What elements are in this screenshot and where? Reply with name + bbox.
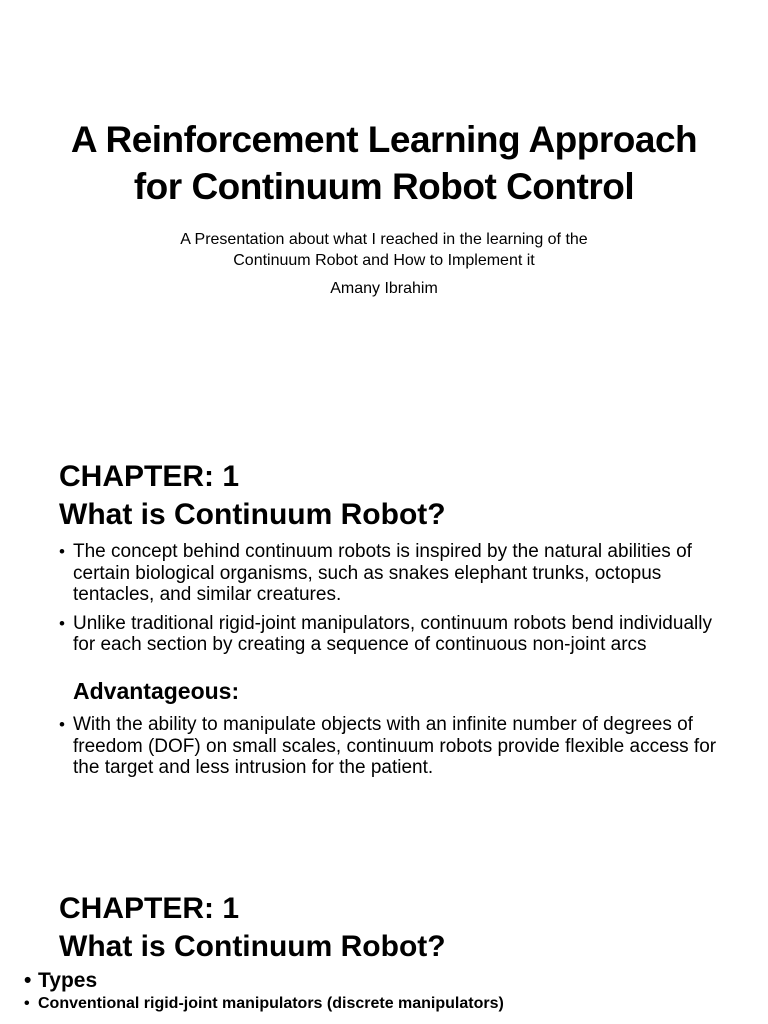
presentation-subtitle — [120, 229, 648, 271]
chapter-1-types-slide — [0, 864, 768, 1024]
advantage-bullet-list — [59, 714, 729, 786]
types-bullet-list — [24, 968, 744, 1013]
chapter-label: CHAPTER: 1 — [59, 460, 240, 493]
slide-heading: What is Continuum Robot? — [59, 498, 446, 531]
types-item: • Conventional rigid-joint manipulators (discrete manipulators) — [24, 995, 744, 1013]
title-slide — [0, 0, 768, 432]
bullet-item: • With the ability to manipulate objects with an infinite number of degrees of freedom (DOF) on small scales, continuum robots provide flexible access for the target and less intrusion for the patient. — [59, 714, 729, 779]
chapter-1-slide — [0, 432, 768, 864]
chapter-label: CHAPTER: 1 — [59, 892, 240, 925]
bullet-item: • The concept behind continuum robots is inspired by the natural abilities of certain biological organisms, such as snakes elephant trunks, octopus tentacles, and similar creatures. — [59, 541, 729, 606]
advantage-heading: Advantageous: — [73, 678, 240, 704]
subtitle-line-1: A Presentation about what I reached in the learning of the — [180, 231, 588, 248]
bullet-item: • Unlike traditional rigid-joint manipulators, continuum robots bend individually for each section by creating a sequence of continuous non-joint arcs — [59, 613, 729, 656]
types-label: • Types — [24, 968, 744, 994]
title-line-1: A Reinforcement Learning Approach — [70, 119, 698, 160]
presentation-title — [20, 116, 748, 210]
title-line-2: for Continuum Robot Control — [133, 166, 635, 207]
subtitle-line-2: Continuum Robot and How to Implement it — [233, 252, 535, 269]
slide-heading: What is Continuum Robot? — [59, 930, 446, 963]
author-name: Amany Ibrahim — [330, 280, 438, 297]
intro-bullet-list — [59, 541, 729, 663]
